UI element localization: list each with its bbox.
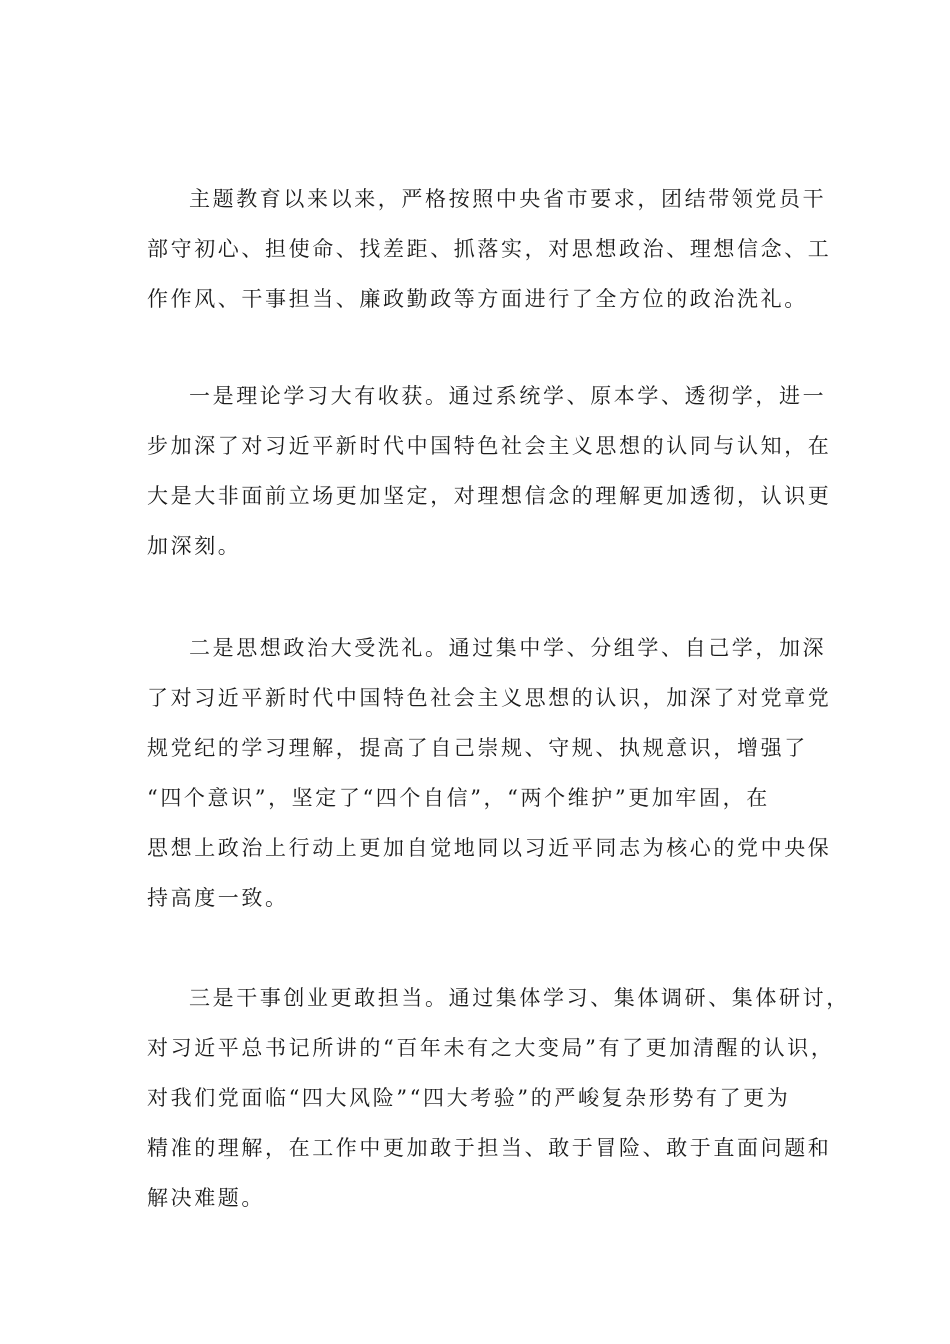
text-line: 二是思想政治大受洗礼。通过集中学、分组学、自己学，加深 — [189, 636, 827, 660]
text-line: 步加深了对习近平新时代中国特色社会主义思想的认同与认知，在 — [147, 434, 832, 458]
text-line: 作作风、干事担当、廉政勤政等方面进行了全方位的政治洗礼。 — [147, 287, 808, 311]
text-line: 规党纪的学习理解，提高了自己崇规、守规、执规意识，增强了 — [147, 736, 808, 760]
text-line: 三是干事创业更敢担当。通过集体学习、集体调研、集体研讨， — [189, 986, 850, 1010]
text-line: 主题教育以来以来，严格按照中央省市要求，团结带领党员干 — [189, 187, 827, 211]
text-line: “四个意识”，坚定了“四个自信”，“两个维护”更加牢固，在 — [147, 786, 770, 810]
text-line: 加深刻。 — [147, 534, 242, 558]
text-line: 思想上政治上行动上更加自觉地同以习近平同志为核心的党中央保 — [147, 836, 832, 860]
text-line: 对习近平总书记所讲的“百年未有之大变局”有了更加清醒的认识， — [147, 1036, 835, 1060]
paragraph-responsibility — [147, 973, 850, 1223]
paragraph-theory-study — [147, 371, 832, 571]
text-line: 对我们党面临“四大风险”“四大考验”的严峻复杂形势有了更为 — [147, 1086, 791, 1110]
text-line: 了对习近平新时代中国特色社会主义思想的认识，加深了对党章党 — [147, 686, 832, 710]
text-line: 大是大非面前立场更加坚定，对理想信念的理解更加透彻，认识更 — [147, 484, 832, 508]
text-line: 解决难题。 — [147, 1186, 265, 1210]
text-line: 持高度一致。 — [147, 886, 289, 910]
text-line: 部守初心、担使命、找差距、抓落实，对思想政治、理想信念、工 — [147, 237, 832, 261]
text-line: 一是理论学习大有收获。通过系统学、原本学、透彻学，进一 — [189, 384, 827, 408]
text-line: 精准的理解，在工作中更加敢于担当、敢于冒险、敢于直面问题和 — [147, 1136, 832, 1160]
paragraph-ideology-politics — [147, 623, 832, 923]
paragraph-intro — [147, 174, 832, 324]
